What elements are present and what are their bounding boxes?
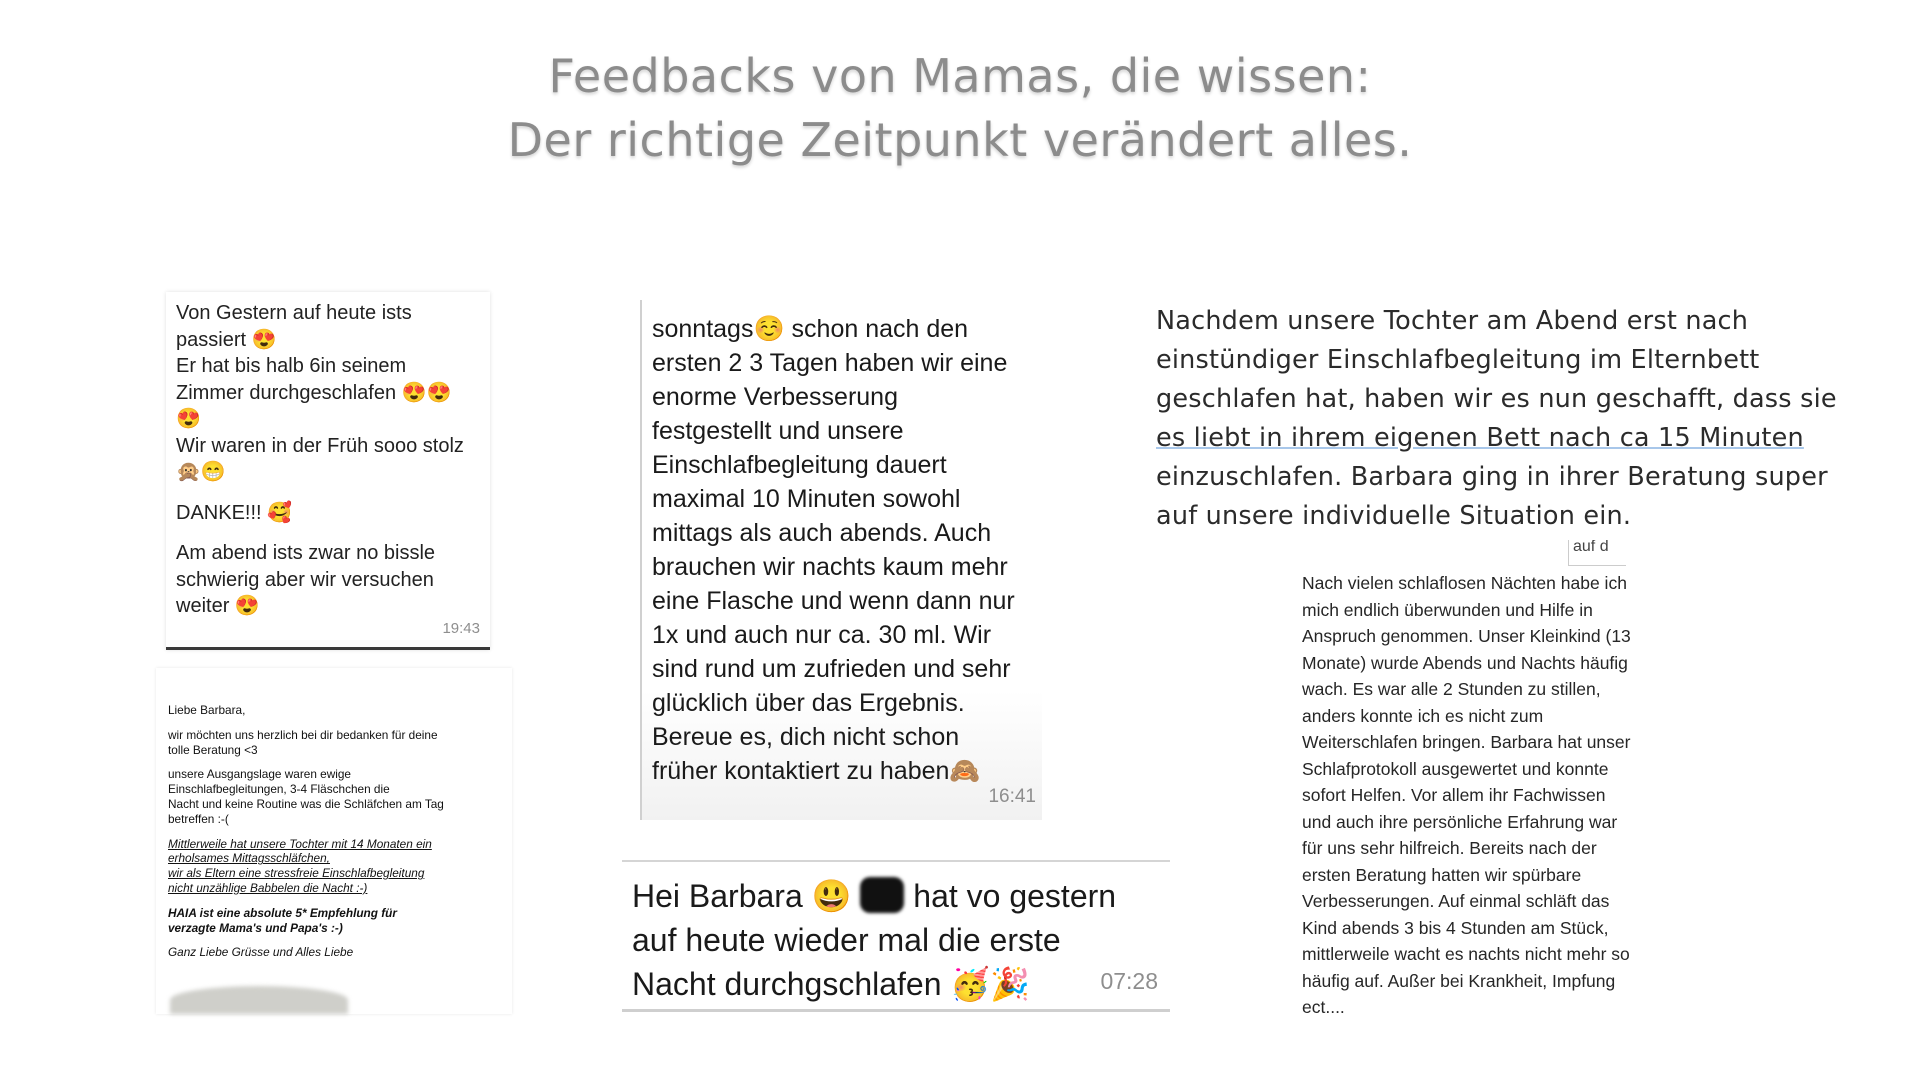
message-line: 😍 (176, 408, 201, 430)
message-line: 1x und auch nur ca. 30 ml. Wir (652, 621, 992, 649)
testimonial-line: Weiterschlafen bringen. Barbara hat unser (1302, 732, 1631, 752)
testimonial-line: Verbesserungen. Auf einmal schläft das (1302, 891, 1610, 911)
testimonial-line: Kind abends 3 bis 4 Stunden am Stück, (1302, 917, 1609, 938)
message-line: eine Flasche und wenn dann nur (652, 587, 1015, 615)
headline-line-1: Feedbacks von Mamas, die wissen: (548, 49, 1372, 103)
message-fragment: hat vo gestern (913, 878, 1117, 914)
email-line: wir möchten uns herzlich bei dir bedanken für deine (168, 727, 438, 742)
testimonial-line: für uns sehr hilfreich. Bereits nach der (1302, 838, 1597, 858)
headline-line-2: Der richtige Zeitpunkt verändert alles. (507, 113, 1413, 167)
testimonial-line: häufig auf. Außer bei Krankheit, Impfung (1302, 970, 1616, 991)
testimonial-chat-card-2 (640, 300, 1042, 820)
email-line: nicht unzählige Babbelen die Nacht :-) (168, 880, 368, 895)
message-line: ersten 2 3 Tagen haben wir eine (652, 349, 1008, 377)
email-line: wir als Eltern eine stressfreie Einschlafbegleitung (168, 866, 425, 881)
testimonial-line: Monate) wurde Abends und Nachts häufig (1302, 652, 1628, 673)
message-line: maximal 10 Minuten sowohl (652, 485, 961, 513)
testimonial-line: mich endlich überwunden und Hilfe in (1302, 599, 1593, 620)
redaction-smudge (170, 986, 348, 1014)
message-line: enorme Verbesserung (652, 383, 898, 411)
testimonial-line: Anspruch genommen. Unser Kleinkind (13 (1302, 626, 1631, 646)
email-line: HAIA ist eine absolute 5* Empfehlung für (168, 905, 397, 920)
cropped-fragment: auf d (1568, 540, 1626, 566)
message-line: brauchen wir nachts kaum mehr (652, 553, 1008, 581)
message-line: auf heute wieder mal die erste (632, 922, 1061, 958)
testimonial-text-card-2 (1296, 540, 1656, 1020)
email-line: betreffen :-( (168, 811, 229, 826)
message-line: Wir waren in der Früh sooo stolz (176, 434, 464, 457)
message-line: schwierig aber wir versuchen (176, 568, 434, 591)
email-greeting: Liebe Barbara, (168, 703, 246, 717)
message-timestamp: 07:28 (1100, 968, 1158, 994)
testimonial-line: einstündiger Einschlafbegleitung im Elternbett (1156, 345, 1760, 375)
message-line: Er hat bis halb 6in seinem (176, 355, 407, 377)
message-line: festgestellt und unsere (652, 417, 904, 445)
message-line: früher kontaktiert zu haben🙈 (652, 757, 981, 785)
email-closing: Ganz Liebe Grüsse und Alles Liebe (168, 945, 354, 960)
testimonial-line: auf unsere individuelle Situation ein. (1156, 501, 1632, 531)
testimonial-line: Schlafprotokoll ausgewertet und konnte (1302, 758, 1609, 779)
email-line: verzagte Mama's und Papa's :-) (168, 920, 343, 935)
email-line: unsere Ausgangslage waren ewige (168, 767, 351, 782)
testimonial-chat-card-3 (622, 860, 1170, 1012)
testimonial-chat-card-1 (166, 292, 490, 650)
testimonial-line: anders konnte ich es nicht zum (1302, 705, 1544, 726)
message-timestamp: 19:43 (442, 619, 480, 637)
message-line: sind rund um zufrieden und sehr (652, 655, 1011, 683)
email-line: erholsames Mittagsschläfchen, (168, 851, 330, 866)
testimonial-line: sofort Helfen. Vor allem ihr Fachwissen (1302, 785, 1606, 805)
message-line: Am abend ists zwar no bissle (176, 542, 436, 564)
testimonial-line: geschlafen hat, haben wir es nun geschafft, dass sie (1156, 384, 1837, 414)
message-line: weiter 😍 (176, 595, 260, 617)
divider (166, 647, 490, 650)
email-line: Mittlerweile hat unsere Tochter mit 14 Monaten ein (168, 836, 432, 851)
message-line: mittags als auch abends. Auch (652, 519, 992, 547)
testimonial-line: und auch ihre persönliche Erfahrung war (1302, 811, 1618, 832)
testimonial-line: mittlerweile wacht es nachts nicht mehr so (1302, 944, 1630, 964)
email-line: tolle Beratung <3 (168, 742, 258, 757)
testimonial-line: einzuschlafen. Barbara ging in ihrer Beratung super (1156, 462, 1828, 492)
email-line: Einschlafbegleitungen, 3-4 Fläschchen die (168, 782, 390, 797)
testimonial-text-card-1 (1150, 292, 1837, 532)
message-line: sonntags☺️ schon nach den (652, 315, 969, 343)
testimonial-line: ect.... (1302, 997, 1345, 1017)
message-line: Zimmer durchgeschlafen 😍😍 (176, 381, 452, 404)
email-line: Nacht und keine Routine was die Schläfchen am Tag (168, 796, 444, 811)
testimonial-line: Nach vielen schlaflosen Nächten habe ich (1302, 573, 1627, 593)
testimonial-line: Nachdem unsere Tochter am Abend erst nach (1156, 306, 1749, 336)
message-line: Nacht durchgschlafen 🥳🎉 (632, 966, 1031, 1002)
message-line: passiert 😍 (176, 328, 277, 351)
message-fragment: Hei Barbara 😃 (632, 878, 852, 914)
message-line: Einschlafbegleitung dauert (652, 451, 947, 479)
message-line: Bereue es, dich nicht schon (652, 723, 960, 751)
message-timestamp: 16:41 (988, 786, 1036, 807)
message-line: 🙊😁 (176, 461, 226, 483)
testimonial-email-card (156, 668, 512, 1014)
redacted-name (860, 877, 904, 913)
testimonial-line: ersten Beratung hatten wir spürbare (1302, 864, 1582, 885)
message-line: glücklich über das Ergebnis. (652, 689, 965, 717)
message-line: DANKE!!! 🥰 (176, 501, 293, 524)
page-headline (0, 44, 1920, 172)
message-line (632, 874, 1160, 918)
testimonial-line: es liebt in ihrem eigenen Bett nach ca 15 Minuten (1156, 423, 1804, 453)
message-line: Von Gestern auf heute ists (176, 302, 412, 324)
testimonial-line: wach. Es war alle 2 Stunden zu stillen, (1302, 679, 1601, 699)
